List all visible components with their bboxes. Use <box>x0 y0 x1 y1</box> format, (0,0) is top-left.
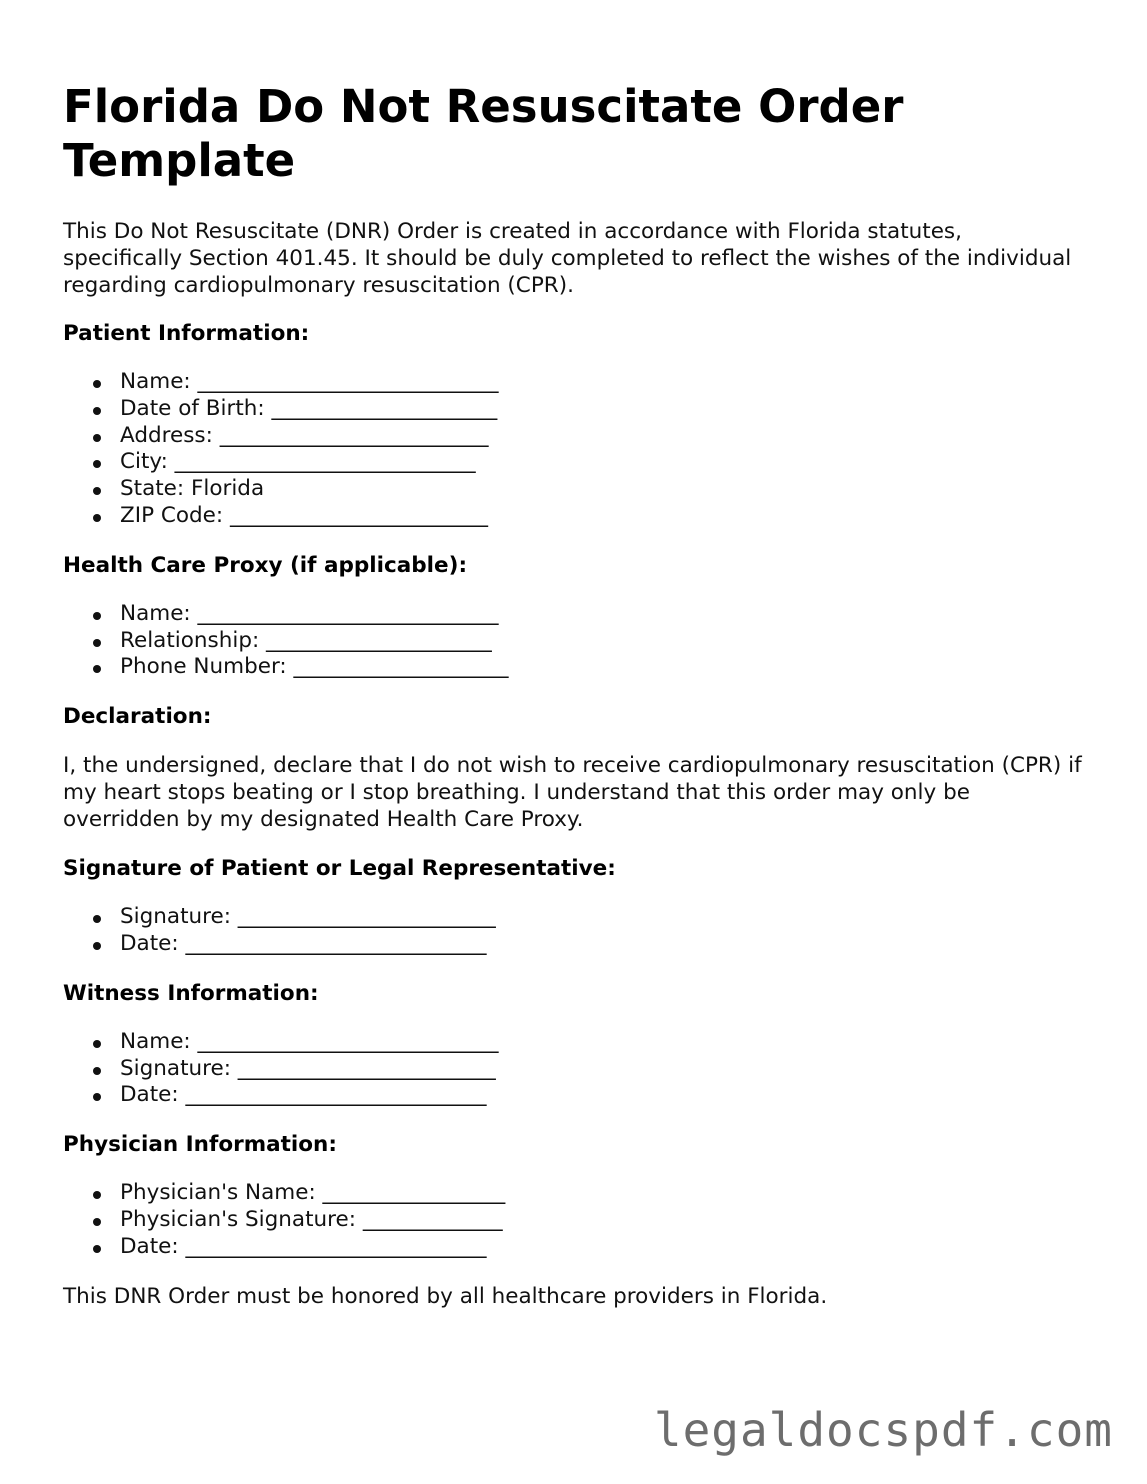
declaration-text: I, the undersigned, declare that I do not wish to receive cardiopulmonary resuscitation (CPR) if my heart stops beating or I stop breathing. I understand that this order may only be overridden by my designated Health Care Proxy. <box>63 753 1082 833</box>
physician-signature-field <box>63 1207 1083 1234</box>
intro-paragraph: This Do Not Resuscitate (DNR) Order is created in accordance with Florida statutes, specifically Section 401.45. It should be duly completed to reflect the wishes of the individual regarding cardiopulmonary resuscitation (CPR). <box>63 219 1072 298</box>
bullet-icon <box>93 942 101 950</box>
physician-date-field <box>63 1234 1083 1261</box>
bullet-icon <box>93 407 101 415</box>
field-label: Phone Number: ____________________ <box>120 654 509 680</box>
health-care-proxy-heading: Health Care Proxy (if applicable): <box>63 552 468 578</box>
bullet-icon <box>93 514 101 522</box>
declaration-heading: Declaration: <box>63 704 212 730</box>
field-label: Name: ____________________________ <box>120 1028 499 1054</box>
bullet-icon <box>93 915 101 923</box>
bullet-icon <box>93 1218 101 1226</box>
field-label: Date: ____________________________ <box>120 1082 487 1108</box>
bullet-icon <box>93 1040 101 1048</box>
signature-list <box>63 904 1083 958</box>
bullet-icon <box>93 1067 101 1075</box>
watermark: legaldocspdf.com <box>653 1403 1113 1457</box>
physician-information-list <box>63 1180 1083 1260</box>
field-label: Date of Birth: _____________________ <box>120 395 498 421</box>
bullet-icon <box>93 612 101 620</box>
field-label: Name: ____________________________ <box>120 369 499 394</box>
field-label: Date: ____________________________ <box>120 930 487 956</box>
field-label: Signature: ________________________ <box>120 1055 496 1081</box>
bullet-icon <box>93 1191 101 1199</box>
proxy-phone-field <box>63 654 1083 681</box>
witness-name-field <box>63 1029 1083 1056</box>
physician-information-heading: Physician Information: <box>63 1132 337 1158</box>
witness-signature-field <box>63 1056 1083 1083</box>
proxy-name-field <box>63 601 1083 628</box>
closing-statement: This DNR Order must be honored by all healthcare providers in Florida. <box>63 1283 828 1309</box>
patient-city-field <box>63 449 1083 476</box>
physician-name-field <box>63 1180 1083 1207</box>
field-label: Relationship: _____________________ <box>120 627 492 653</box>
document-page <box>63 80 1083 1310</box>
patient-information-list <box>63 369 1083 530</box>
field-label: State: Florida <box>120 476 265 502</box>
health-care-proxy-list <box>63 601 1083 681</box>
field-label: Signature: ________________________ <box>120 904 496 930</box>
bullet-icon <box>93 380 101 388</box>
field-label: Name: ____________________________ <box>120 600 499 626</box>
bullet-icon <box>93 1245 101 1253</box>
field-label: ZIP Code: ________________________ <box>120 502 488 528</box>
bullet-icon <box>93 665 101 673</box>
bullet-icon <box>93 1093 101 1101</box>
field-label: Physician's Name: _________________ <box>120 1180 506 1206</box>
field-label: Physician's Signature: _____________ <box>120 1206 503 1232</box>
bullet-icon <box>93 434 101 442</box>
field-label: City: ____________________________ <box>120 449 476 475</box>
bullet-icon <box>93 460 101 468</box>
patient-zip-field <box>63 503 1083 530</box>
bullet-icon <box>93 639 101 647</box>
witness-date-field <box>63 1082 1083 1109</box>
bullet-icon <box>93 487 101 495</box>
field-label: Address: _________________________ <box>120 422 489 448</box>
patient-signature-date-field <box>63 931 1083 958</box>
patient-information-heading: Patient Information: <box>63 321 310 346</box>
witness-information-heading: Witness Information: <box>63 980 319 1006</box>
patient-state-field <box>63 476 1083 503</box>
patient-dob-field <box>63 396 1083 423</box>
patient-name-field <box>63 369 1083 396</box>
field-label: Date: ____________________________ <box>120 1233 487 1259</box>
document-title: Florida Do Not Resuscitate Order Template <box>63 80 904 187</box>
signature-heading: Signature of Patient or Legal Representative: <box>63 856 616 882</box>
patient-signature-field <box>63 904 1083 931</box>
proxy-relationship-field <box>63 628 1083 655</box>
witness-information-list <box>63 1029 1083 1109</box>
patient-address-field <box>63 423 1083 450</box>
